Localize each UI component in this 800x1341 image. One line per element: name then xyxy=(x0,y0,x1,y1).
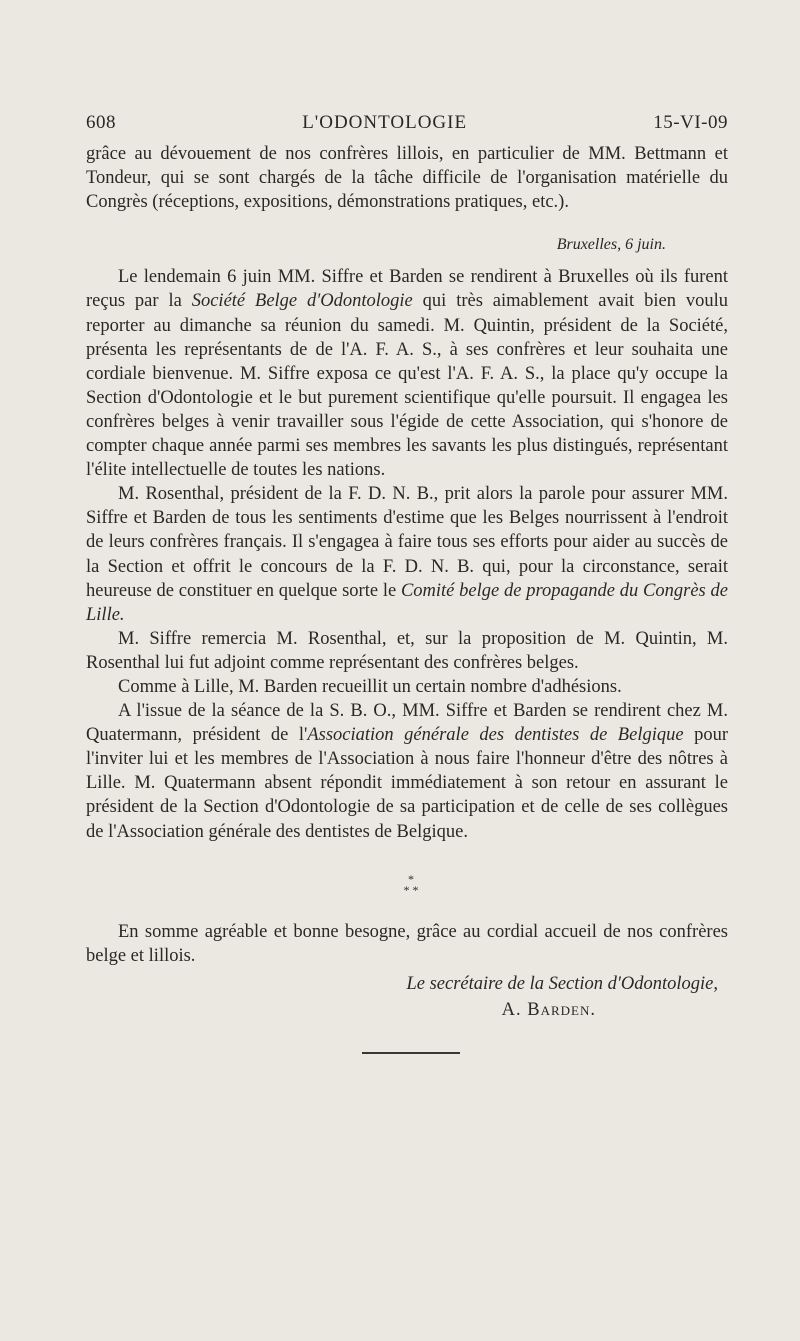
article-body xyxy=(86,142,728,1054)
paragraph-2-text-a: Le lendemain 6 juin MM. Siffre et Barden se rendirent à Bruxelles où ils furent reçus par la xyxy=(86,267,728,312)
signature-name: A. Barden. xyxy=(501,999,596,1020)
paragraph-1: grâce au dévouement de nos confrères lillois, en particulier de MM. Bettmann et Tondeur, qui se sont chargés de la tâche difficile de l'organisation matérielle du Congrès (réceptions, expositions, démonstrations pratiques, etc.). xyxy=(86,144,728,213)
paragraph-3-text: M. Rosenthal, président de la F. D. N. B., prit alors la parole pour assurer MM. Siffre et Barden de tous les sentiments d'estime que les Belges nourrissent à l'endroit de leurs confrères français. Il s'engagea à faire tous ses efforts pour aider au succès de la Section et offrit le concours de la F. D. N. B. qui, pour la circonstance, serait heureuse de constituer en quelque sorte le xyxy=(86,484,728,601)
paragraph-2 xyxy=(86,265,728,482)
running-head xyxy=(86,112,728,142)
asterism-divider xyxy=(86,871,728,897)
issue-date: 15-VI-09 xyxy=(653,112,728,133)
paragraph-7: En somme agréable et bonne besogne, grâce au cordial accueil de nos confrères belge et lillois. xyxy=(86,921,728,966)
paragraph-4: M. Siffre remercia M. Rosenthal, et, sur la proposition de M. Quintin, M. Rosenthal lui fut adjoint comme représentant des confrères belges. xyxy=(86,628,728,673)
paragraph-2-italic: Société Belge d'Odontologie xyxy=(191,291,413,312)
paragraph-6 xyxy=(86,699,728,844)
asterism-top: * xyxy=(408,871,414,886)
dateline: Bruxelles, 6 juin. xyxy=(556,236,666,254)
paragraph-5: Comme à Lille, M. Barden recueillit un certain nombre d'adhésions. xyxy=(118,676,622,697)
paragraph-3-italic: Comité belge de propagande du Congrès de Lille. xyxy=(86,580,728,625)
paragraph-6-text-a: A l'issue de la séance de la S. B. O., MM. Siffre et Barden se rendirent chez M. Quatermann, président de l' xyxy=(86,701,728,746)
closing-rule xyxy=(362,1052,460,1054)
page xyxy=(86,112,728,1054)
paragraph-3 xyxy=(86,482,728,627)
page-number: 608 xyxy=(86,112,116,133)
asterism-bottom: * * xyxy=(403,882,419,897)
paragraph-6-text-b: pour l'inviter lui et les membres de l'Association à nous faire l'honneur d'être des nôtres à Lille. M. Quatermann absent répondit immédiatement à son retour en assurant le président de la Section d'Odontologie de sa participation et de celle de ses collègues de l'Association générale des dentistes de Belgique. xyxy=(86,725,728,842)
journal-title: L'ODONTOLOGIE xyxy=(302,112,468,133)
paragraph-2-text-b: qui très aimablement avait bien voulu reporter au dimanche sa réunion du samedi. M. Quintin, président de la Société, présenta les représentants de de l'A. F. A. S., à ses confrères et leur souhaita une cordiale bienvenue. M. Siffre exposa ce qu'est l'A. F. A. S., la place qu'y occupe la Section d'Odontologie et le but purement scientifique qu'elle poursuit. Il engagea les confrères belges à venir travailler sous l'égide de cette Association, qui s'honore de compter chaque année parmi ses membres les savants les plus distingués, représentant l'élite intellectuelle de toutes les nations. xyxy=(86,291,728,481)
paragraph-6-italic: Association générale des dentistes de Belgique xyxy=(307,725,684,746)
signature-line: Le secrétaire de la Section d'Odontologie, xyxy=(406,973,718,994)
